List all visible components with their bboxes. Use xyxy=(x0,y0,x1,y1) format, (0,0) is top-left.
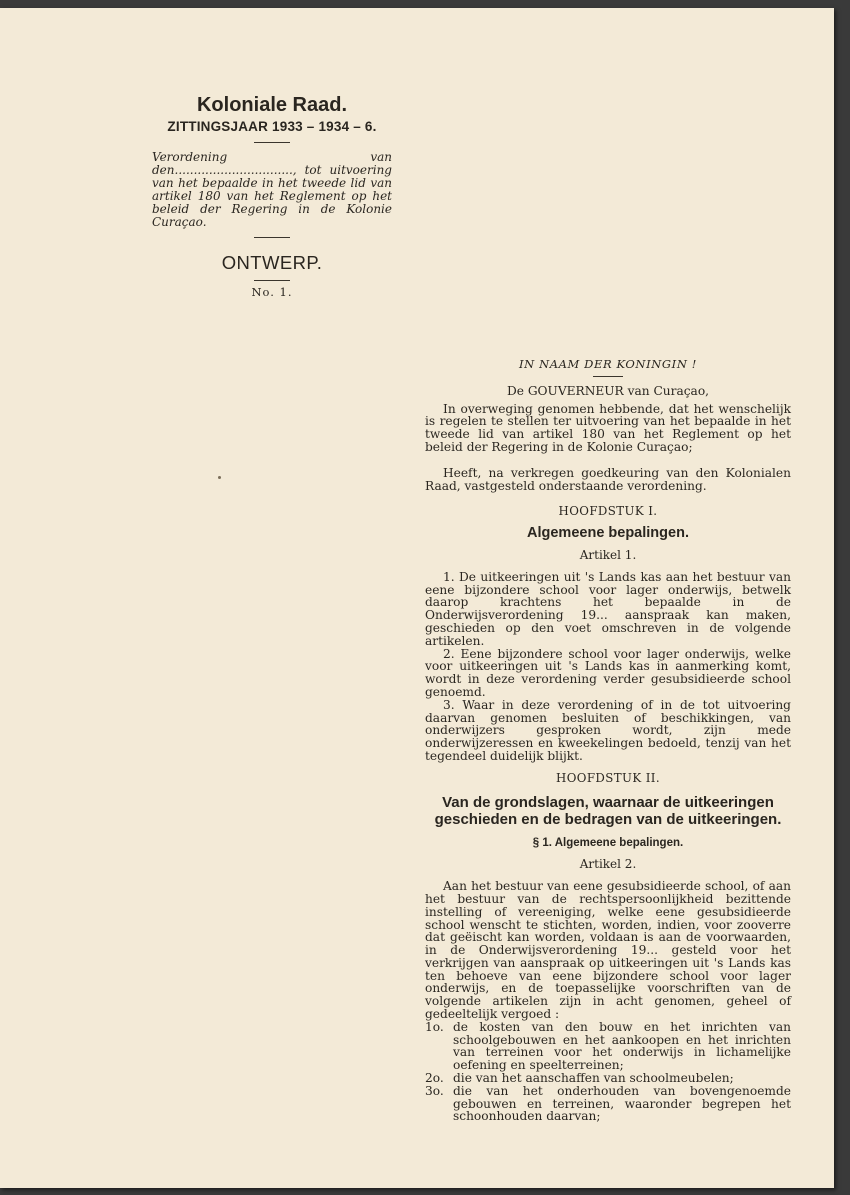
article-2-paragraph: Aan het bestuur van eene gesubsidieerde school, of aan het bestuur van de rechtspersoonlijkheid bezittende instelling of vereeniging, welke eene gesubsidieerde school wenscht te stichten, worden, indien, voor zooverre dat geëischt kan worden, voldaan is aan de voorwaarden, in de Onderwijsverordening 19... gesteld voor het verkrijgen van aanspraak op uitkeeringen uit 's Lands kas ten behoeve van eene bijzondere school voor lager onderwijs, en de toepasselijke voorschriften van de volgende artikelen zijn in acht genomen, geheel of gedeeltelijk vergoed : xyxy=(425,879,791,1022)
article-1-heading: Artikel 1. xyxy=(579,547,637,562)
document-page xyxy=(0,8,834,1188)
chapter-1-title: Algemeene bepalingen. xyxy=(527,525,689,542)
council-title: Koloniale Raad. xyxy=(196,94,348,116)
divider xyxy=(254,237,290,238)
chapter-1-heading: HOOFDSTUK I. xyxy=(558,504,658,519)
list-item-number: 2o. xyxy=(425,1071,444,1086)
paper-speck xyxy=(218,476,221,479)
ordinance-intro: Verordening van den..............................., tot uitvoering van het bepaalde in het tweede lid van artikel 180 van het Reglement op het beleid der Regering in de Kolonie Curaçao. xyxy=(152,150,392,229)
divider xyxy=(593,376,623,377)
article-2-heading: Artikel 2. xyxy=(579,857,637,872)
divider xyxy=(254,142,290,143)
list-item-text: die van het aanschaffen van schoolmeubelen; xyxy=(453,1071,734,1086)
list-item xyxy=(425,1021,791,1072)
draft-number: No. 1. xyxy=(251,285,293,299)
considering-paragraph: In overweging genomen hebbende, dat het wenschelijk is regelen te stellen ter uitvoering van het bepaalde in het tweede lid van artikel 180 van het Reglement op het beleid der Regering in de Kolonie Curaçao; xyxy=(425,401,791,454)
ordinance-text xyxy=(425,358,791,1123)
divider xyxy=(254,280,290,281)
list-item xyxy=(425,1072,791,1085)
section-1-heading: § 1. Algemeene bepalingen. xyxy=(532,836,684,849)
list-item-number: 3o. xyxy=(425,1083,444,1098)
governor-line: De GOUVERNEUR van Curaçao, xyxy=(506,383,710,398)
list-item xyxy=(425,1085,791,1123)
chapter-2-title: Van de grondslagen, waarnaar de uitkeeringen geschieden en de bedragen van de uitkeeringen. xyxy=(434,793,782,828)
article-1-para-3: 3. Waar in deze verordening of in de tot uitvoering daarvan genomen besluiten of beschikkingen, van onderwijzers gesproken wordt, zijn mede onderwijzeressen en kweekelingen bedoeld, tenzij van het tegendeel duidelijk blijkt. xyxy=(425,697,791,763)
list-item-text: de kosten van den bouw en het inrichten van schoolgebouwen en het aankoopen en het inrichten van terreinen voor het onderwijs in lichamelijke oefening en speelterreinen; xyxy=(453,1019,791,1073)
session-year: ZITTINGSJAAR 1933 – 1934 – 6. xyxy=(167,119,377,134)
list-item-text: die van het onderhouden van bovengenoemde gebouwen en terreinen, waaronder begrepen het schoonhouden daarvan; xyxy=(453,1083,791,1124)
draft-label: ONTWERP. xyxy=(221,252,323,273)
chapter-2-heading: HOOFDSTUK II. xyxy=(556,770,660,785)
header-block xyxy=(148,94,396,299)
article-1-para-1: 1. De uitkeeringen uit 's Lands kas aan het bestuur van eene bijzondere school voor lager onderwijs, betwelk daarop krachtens het bepaalde in de Onderwijsverordening 19... aanspraak kan maken, geschieden op den voet omschreven in de volgende artikelen. xyxy=(425,569,791,648)
in-name-line: IN NAAM DER KONINGIN ! xyxy=(519,357,697,371)
list-item-number: 1o. xyxy=(425,1019,444,1034)
approved-paragraph: Heeft, na verkregen goedkeuring van den Kolonialen Raad, vastgesteld onderstaande verordening. xyxy=(425,465,791,493)
article-1-para-2: 2. Eene bijzondere school voor lager onderwijs, welke voor uitkeeringen uit 's Lands kas in aanmerking komt, wordt in deze verordening verder gesubsidieerde school genoemd. xyxy=(425,646,791,699)
